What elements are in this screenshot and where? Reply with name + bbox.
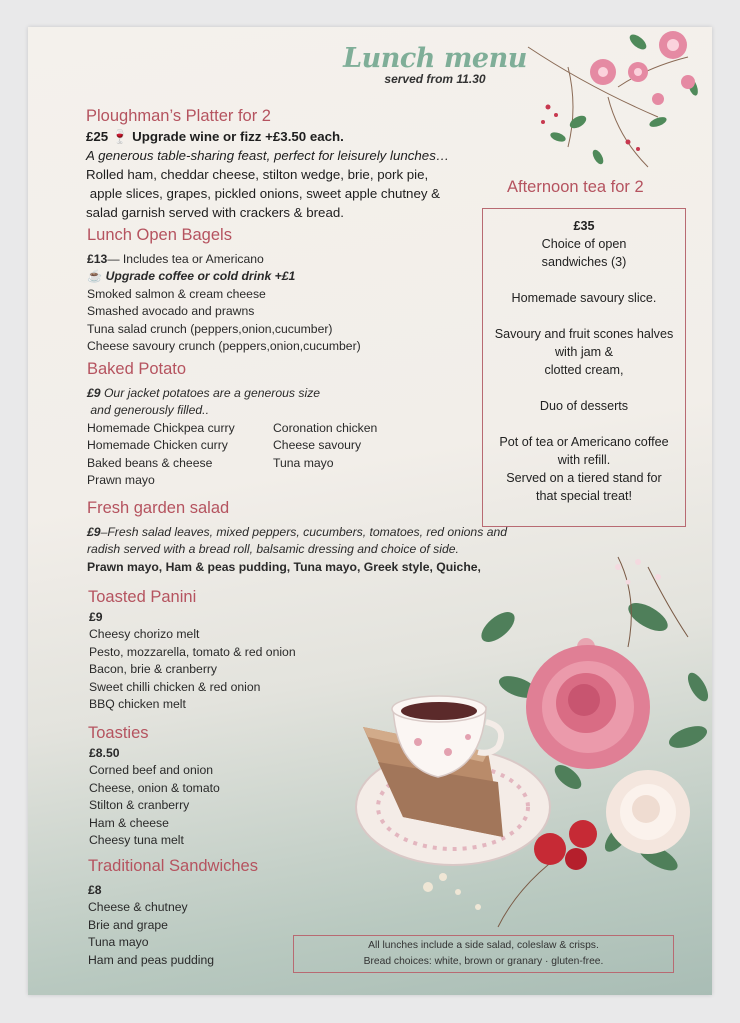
panini-item: Sweet chilli chicken & red onion [89,679,261,694]
sandwich-item: Tuna mayo [88,935,149,950]
potato-heading: Baked Potato [87,360,187,378]
potato-item: Coronation chicken [273,420,378,435]
ploughman-heading: Ploughman’s Platter for 2 [86,107,271,125]
salad-desc-2: radish served with a bread roll, balsamic dressing and choice of side. [87,542,459,557]
afternoon-line: sandwiches (3) [541,255,627,269]
potato-note-text: Our jacket potatoes are a generous size [100,386,321,400]
ploughman-tagline: A generous table-sharing feast, perfect for leisurely lunches… [86,148,450,163]
potato-item: Homemade Chicken curry [87,438,228,453]
wine-glass-icon: 🍷 [111,129,129,144]
toastie-item: Ham & cheese [89,815,169,830]
afternoon-line: Savoury and fruit scones halves [494,327,674,341]
sandwiches-heading: Traditional Sandwiches [88,857,258,875]
panini-item: Cheesy chorizo melt [89,627,200,642]
potato-price: £9 [87,386,101,400]
bagel-item: Smashed avocado and prawns [87,304,255,319]
panini-item: Pesto, mozzarella, tomato & red onion [89,644,296,659]
toasties-heading: Toasties [88,724,149,742]
afternoon-spacer [483,271,685,289]
afternoon-line: Pot of tea or Americano coffee [499,435,669,449]
toastie-item: Stilton & cranberry [89,798,190,813]
bagels-heading: Lunch Open Bagels [87,226,232,244]
afternoon-line: with jam & [554,345,614,359]
menu-header [28,43,712,86]
page-title: Lunch menu [343,43,527,74]
bagel-item: Cheese savoury crunch (peppers,onion,cucumber) [87,339,361,354]
potato-item: Cheese savoury [273,438,362,453]
afternoon-spacer [483,307,685,325]
toasties-price: £8.50 [89,746,120,760]
salad-desc-text: –Fresh salad leaves, mixed peppers, cucumbers, tomatoes, red onions and [100,525,508,539]
salad-heading: Fresh garden salad [87,499,230,517]
ploughman-upgrade: Upgrade wine or fizz +£3.50 each. [132,129,344,144]
coffee-cup-icon: ☕ [87,269,103,284]
afternoon-line: Served on a tiered stand for [506,471,662,485]
afternoon-line: Duo of desserts [539,399,629,413]
toastie-item: Cheese, onion & tomato [89,780,220,795]
afternoon-line: with refill. [557,453,611,467]
panini-item: Bacon, brie & cranberry [89,662,218,677]
toastie-item: Cheesy tuna melt [89,833,184,848]
tea-roses-illustration [318,537,712,937]
ploughman-desc-1: Rolled ham, cheddar cheese, stilton wedge, brie, pork pie, [86,167,429,182]
afternoon-heading: Afternoon tea for 2 [507,178,644,196]
footer-line-2: Bread choices: white, brown or granary · gluten-free. [363,956,604,967]
afternoon-spacer [483,379,685,397]
bagels-upgrade: Upgrade coffee or cold drink +£1 [105,269,296,284]
sandwich-item: Cheese & chutney [88,900,188,915]
bagels-price: £13 [87,252,108,266]
panini-item: BBQ chicken melt [89,697,186,712]
panini-heading: Toasted Panini [88,588,197,606]
potato-item: Prawn mayo [87,473,155,488]
menu-page [28,27,712,995]
ploughman-desc-3: salad garnish served with crackers & bread. [86,205,344,220]
bagels-upgrade-line [87,268,487,285]
afternoon-spacer [483,415,685,433]
afternoon-line: that special treat! [536,489,632,503]
afternoon-line: Homemade savoury slice. [511,291,657,305]
footer-line-1: All lunches include a side salad, coleslaw & crisps. [368,940,599,951]
potato-item: Homemade Chickpea curry [87,420,235,435]
footer-note-box [293,935,674,973]
bagel-item: Smoked salmon & cream cheese [87,286,266,301]
bagels-price-note: — Includes tea or Americano [107,252,264,266]
panini-price: £9 [89,610,103,624]
bagel-item: Tuna salad crunch (peppers,onion,cucumber) [87,321,333,336]
sandwich-item: Brie and grape [88,917,168,932]
potato-item: Tuna mayo [273,455,334,470]
afternoon-price: £35 [573,219,595,233]
potato-fillings [87,420,487,490]
bagels-price-line [87,251,487,268]
salad-price: £9 [87,525,101,539]
salad-sides: Prawn mayo, Ham & peas pudding, Tuna mayo, Greek style, Quiche, [87,559,481,574]
potato-note-2: and generously filled.. [87,403,209,418]
afternoon-line: clotted cream, [544,363,624,377]
ploughman-price-line [86,127,486,146]
ploughman-price: £25 [86,129,109,144]
potato-note-1 [87,385,487,402]
potato-item: Baked beans & cheese [87,455,213,470]
ploughman-desc-2: apple slices, grapes, pickled onions, sweet apple chutney & [86,186,441,201]
sandwiches-price: £8 [88,883,102,897]
page-subtitle: served from 11.30 [384,72,486,86]
afternoon-tea-box [482,208,686,527]
sandwich-item: Ham and peas pudding [88,952,215,967]
afternoon-line: Choice of open [541,237,627,251]
toastie-item: Corned beef and onion [89,763,214,778]
